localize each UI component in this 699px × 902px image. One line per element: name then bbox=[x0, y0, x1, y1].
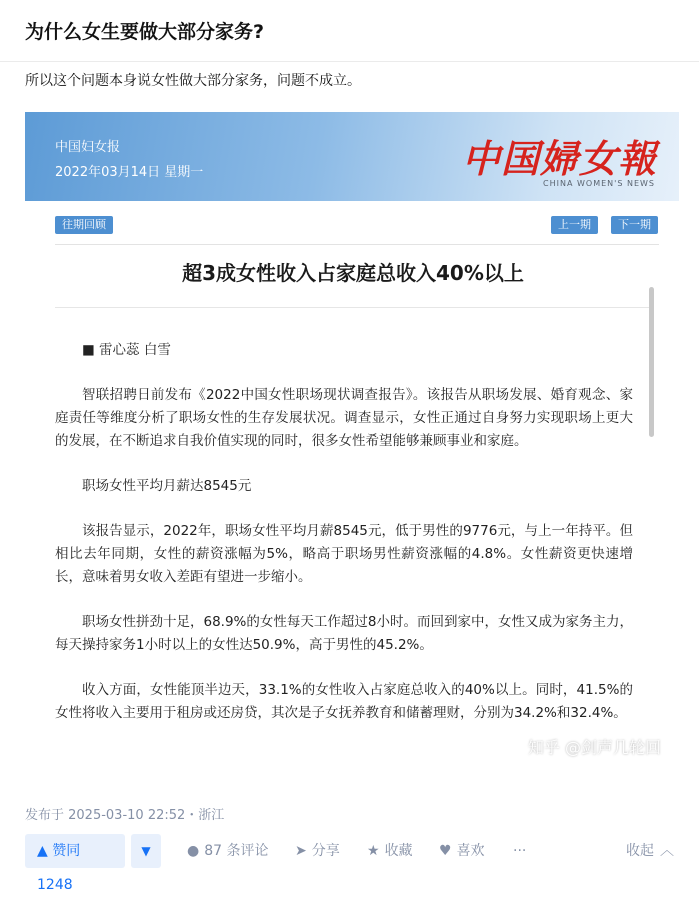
vote-down-button[interactable]: ▼ bbox=[131, 834, 161, 868]
favorite-label: 收藏 bbox=[384, 843, 413, 859]
newspaper-banner bbox=[25, 112, 679, 201]
comments-label: 87 条评论 bbox=[204, 843, 269, 859]
like-label: 喜欢 bbox=[456, 843, 485, 859]
article-subheading: 职场女性平均月薪达8545元 bbox=[82, 478, 252, 494]
favorite-button[interactable] bbox=[367, 834, 413, 868]
paper-date: 2022年03月14日 星期一 bbox=[55, 165, 204, 180]
next-issue-button[interactable]: 下一期 bbox=[611, 216, 658, 234]
article-paragraph: 该报告显示，2022年，职场女性平均月薪8545元，低于男性的9776元，与上一年持平。但相比去年同期，女性的薪资涨幅为5%，略高于职场男性薪资涨幅的4.8%。女性薪资更快速增长，意味着男女收入差距有望进一步缩小。 bbox=[55, 523, 633, 585]
paper-name: 中国妇女报 bbox=[55, 140, 121, 155]
comments-button[interactable] bbox=[187, 834, 268, 868]
article-author: ■ 雷心蕊 白雪 bbox=[82, 342, 171, 358]
scrollbar[interactable] bbox=[649, 287, 654, 437]
vote-up-button[interactable]: ▲ 赞同 1248 bbox=[25, 834, 125, 868]
action-bar bbox=[25, 834, 675, 893]
nav-divider bbox=[55, 244, 659, 245]
heart-icon: ♥ bbox=[439, 843, 452, 859]
more-button[interactable]: ··· bbox=[513, 843, 527, 859]
issue-nav bbox=[25, 201, 679, 247]
chevron-up-icon: ︿ bbox=[660, 843, 674, 859]
share-button[interactable] bbox=[295, 834, 340, 868]
star-icon: ★ bbox=[367, 843, 380, 859]
answer-meta: 发布于 2025-03-10 22:52・浙江 bbox=[25, 808, 225, 823]
comment-icon: ● bbox=[187, 843, 200, 859]
question-title[interactable]: 为什么女生要做大部分家务? bbox=[25, 21, 265, 43]
answer-intro: 所以这个问题本身说女性做大部分家务，问题不成立。 bbox=[25, 73, 361, 89]
article-title: 超3成女性收入占家庭总收入40%以上 bbox=[182, 261, 524, 285]
collapse-label: 收起 bbox=[626, 843, 654, 859]
newspaper-logo: 中国婦女報 bbox=[461, 136, 657, 181]
prev-issue-button[interactable]: 上一期 bbox=[551, 216, 598, 234]
share-icon: ➤ bbox=[295, 843, 307, 859]
like-button[interactable] bbox=[439, 834, 485, 868]
article-paragraph: 收入方面，女性能顶半边天，33.1%的女性收入占家庭总收入的40%以上。同时，41.5%的女性将收入主要用于租房或还房贷，其次是子女抚养教育和储蓄理财，分别为34.2%和32.4%。 bbox=[55, 682, 633, 721]
article-paragraph: 智联招聘日前发布《2022中国女性职场现状调查报告》。该报告从职场发展、婚育观念、家庭责任等维度分析了职场女性的生存发展状况。调查显示，女性正通过自身努力实现职场上更大的发展，在不断追求自我价值实现的同时，很多女性希望能够兼顾事业和家庭。 bbox=[55, 387, 633, 449]
article-paragraph: 职场女性拼劲十足，68.9%的女性每天工作超过8小时。而回到家中，女性又成为家务主力，每天操持家务1小时以上的女性达50.9%，高于男性的45.2%。 bbox=[55, 614, 633, 653]
article-body bbox=[55, 339, 633, 747]
collapse-button[interactable] bbox=[626, 834, 674, 868]
newspaper-logo-en: CHINA WOMEN'S NEWS bbox=[543, 179, 655, 188]
past-issues-button[interactable]: 往期回顾 bbox=[55, 216, 113, 234]
title-divider bbox=[55, 307, 651, 308]
share-label: 分享 bbox=[311, 843, 340, 859]
zhihu-watermark: 知乎 @剑声几轮回 bbox=[527, 738, 661, 757]
newspaper-screenshot bbox=[25, 112, 679, 765]
article bbox=[55, 247, 651, 765]
question-header bbox=[0, 0, 699, 62]
